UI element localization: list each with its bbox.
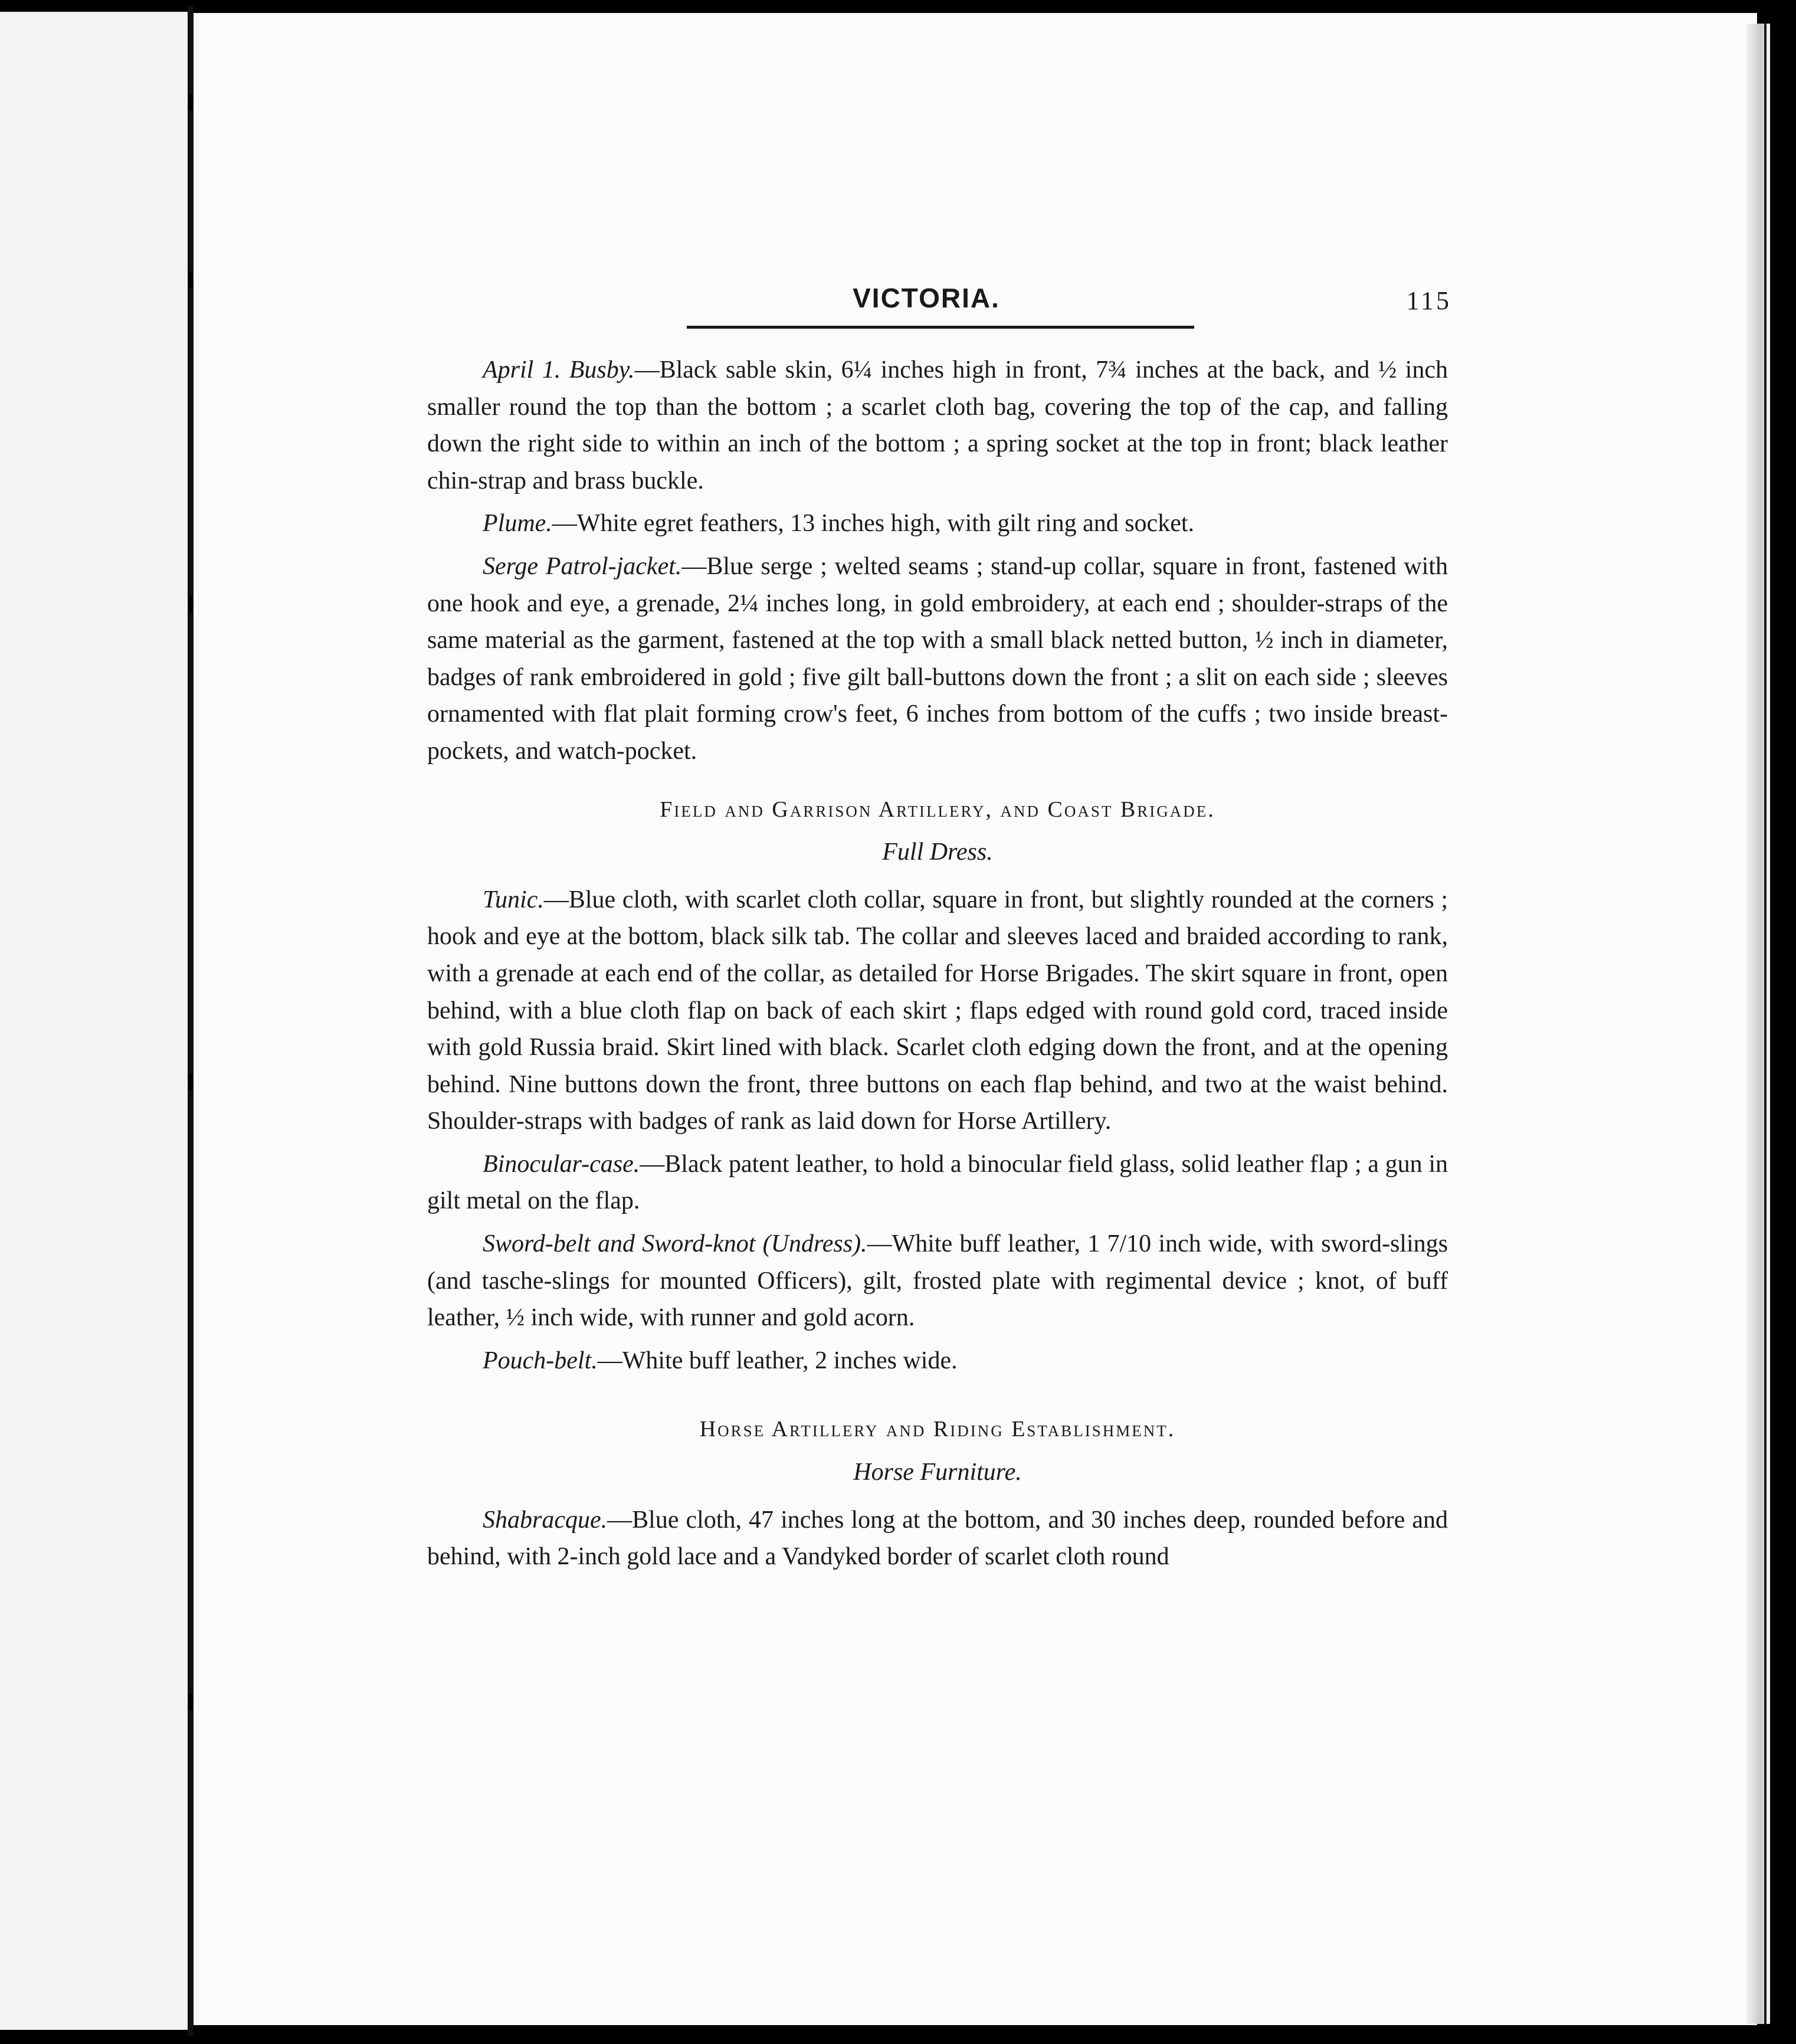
paragraph-text: —Black patent leather, to hold a binocular field glass, solid leather flap ; a gun in gilt metal on the flap. (427, 1150, 1448, 1215)
sub-heading-full-dress: Full Dress. (882, 838, 993, 866)
facing-page-edge (0, 12, 188, 2030)
paragraph-text: —Blue serge ; welted seams ; stand-up collar, square in front, fastened with one hook and eye, a grenade, 2¼ inches long, in gold embroidery, at each end ; shoulder-straps of the same material as the garment, fastened at the top with a small black netted button, ½ inch in diameter, badges of rank embroidered in gold ; five gilt ball-buttons down the front ; a slit on each side ; sleeves ornamented with flat plait forming crow's feet, 6 inches from bottom of the cuffs ; two inside breast-pockets, and watch-pocket. (427, 552, 1448, 765)
paragraph-text: —White buff leather, 1 7/10 inch wide, with sword-slings (and tasche-slings for mounted Officers), gilt, frosted plate with regimental device ; knot, of buff leather, ½ inch wide, with runner and gold acorn. (427, 1230, 1448, 1332)
paragraph-pouch-belt (427, 1342, 1448, 1380)
paragraph-sword-belt (427, 1226, 1448, 1337)
binding-mark (189, 271, 192, 288)
paragraph-lead: April 1. Busby. (483, 356, 635, 384)
paragraph-lead: Plume. (483, 510, 552, 538)
section-heading-horse-artillery: Horse Artillery and Riding Establishment. (699, 1417, 1176, 1442)
paragraph-serge-patrol-jacket (427, 548, 1448, 770)
binding-mark (189, 596, 192, 612)
paragraph-lead: Binocular-case. (483, 1150, 640, 1178)
paragraph-binocular-case (427, 1146, 1448, 1220)
paragraph-plume (427, 505, 1448, 542)
paragraph-busby (427, 352, 1448, 499)
paragraph-text: —White buff leather, 2 inches wide. (597, 1347, 958, 1374)
paragraph-text: —Black sable skin, 6¼ inches high in front, 7¾ inches at the back, and ½ inch smaller round the top than the bottom ; a scarlet cloth bag, covering the top of the cap, and falling down the right side to within an inch of the bottom ; a spring socket at the top in front; black leather chin-strap and brass buckle. (427, 356, 1448, 494)
header-rule (687, 326, 1194, 329)
paragraph-text: —Blue cloth, 47 inches long at the bottom, and 30 inches deep, rounded before and behind, with 2-inch gold lace and a Vandyked border of scarlet cloth round (427, 1506, 1448, 1571)
paragraph-lead: Sword-belt and Sword-knot (Undress). (483, 1230, 867, 1258)
paragraph-lead: Shabracque. (483, 1506, 608, 1534)
binding-mark (189, 94, 192, 111)
paragraph-text: —White egret feathers, 13 inches high, with gilt ring and socket. (552, 510, 1195, 538)
running-title: VICTORIA. (853, 283, 1000, 313)
paragraph-shabracque (427, 1502, 1448, 1575)
page-edge-shadow (1746, 24, 1770, 2024)
sub-heading-horse-furniture: Horse Furniture. (853, 1459, 1022, 1486)
book-gutter (188, 6, 194, 2036)
paragraph-lead: Tunic. (483, 886, 544, 913)
binding-mark (189, 1693, 192, 1710)
body-text (427, 352, 1448, 1575)
paragraph-lead: Serge Patrol-jacket. (483, 552, 682, 580)
page-number: 115 (1406, 286, 1451, 315)
paragraph-lead: Pouch-belt. (483, 1347, 598, 1374)
section-heading-field-garrison-artillery: Field and Garrison Artillery, and Coast Brigade. (660, 797, 1215, 822)
binding-mark (189, 1074, 192, 1090)
page-edge-line (1764, 24, 1766, 2024)
paragraph-text: —Blue cloth, with scarlet cloth collar, square in front, but slightly rounded at the corners ; hook and eye at the bottom, black silk tab. The collar and sleeves laced and braided according to rank, with a grenade at each end of the collar, as detailed for Horse Brigades. The skirt square in front, open behind, with a blue cloth flap on back of each skirt ; flaps edged with round gold cord, traced inside with gold Russia braid. Skirt lined with black. Scarlet cloth edging down the front, and at the opening behind. Nine buttons down the front, three buttons on each flap behind, and two at the waist behind. Shoulder-straps with badges of rank as laid down for Horse Artillery. (427, 886, 1448, 1135)
paragraph-tunic (427, 882, 1448, 1140)
